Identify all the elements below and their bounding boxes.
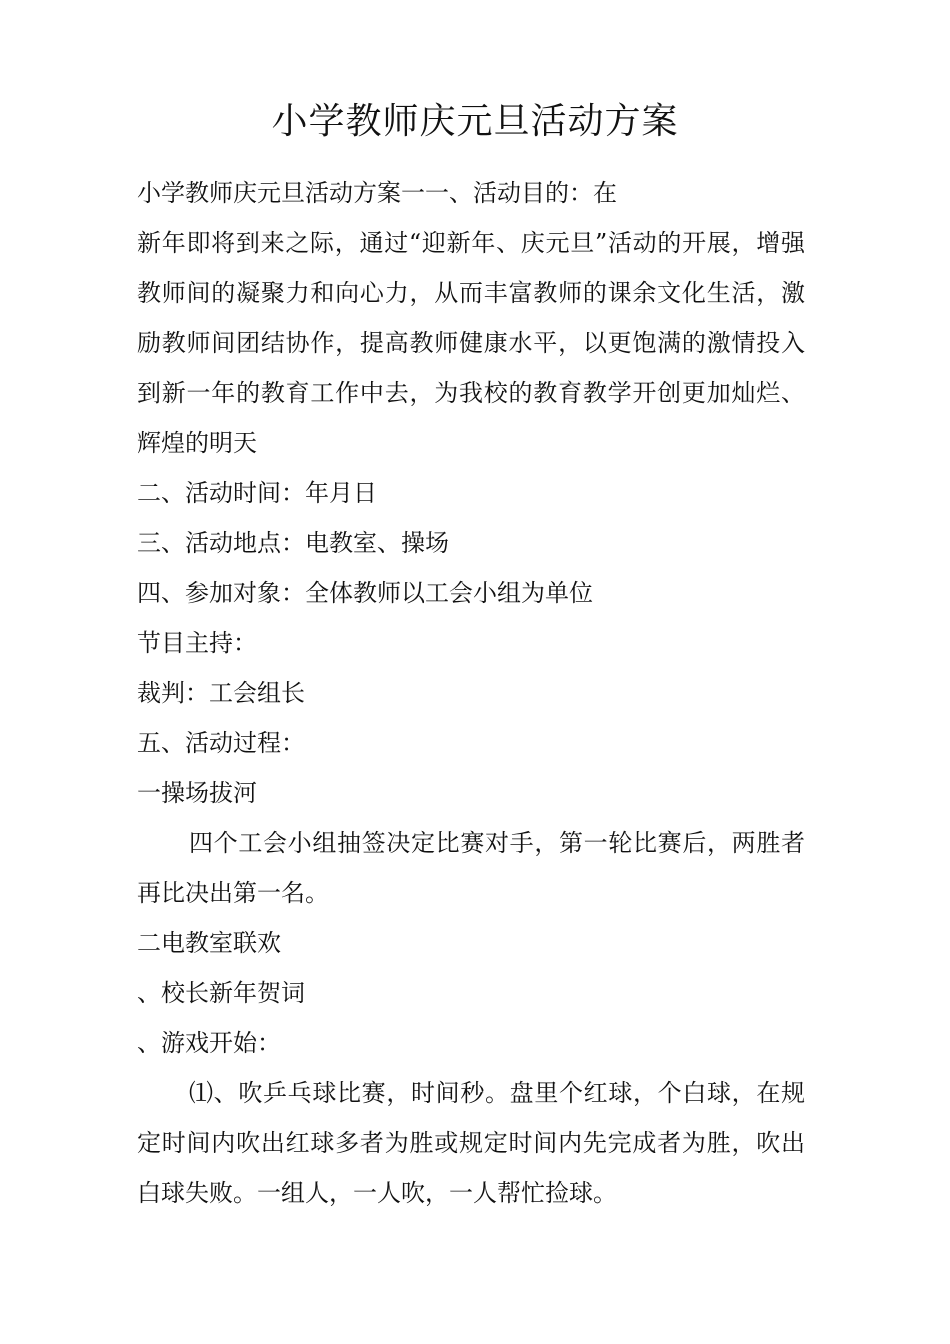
program-host: 节目主持： — [137, 629, 257, 657]
document-body — [137, 168, 805, 1218]
activity-time: 二、活动时间：年月日 — [137, 479, 377, 507]
judge: 裁判：工会组长 — [137, 679, 305, 707]
document-title: 小学教师庆元旦活动方案 — [271, 101, 679, 142]
tug-of-war-paragraph: 四个工会小组抽签决定比赛对手，第一轮比赛后，两胜者再比决出第一名。 — [137, 829, 805, 907]
party-heading: 二电教室联欢 — [137, 929, 281, 957]
activity-process-heading: 五、活动过程： — [137, 729, 305, 757]
intro-paragraph: 新年即将到来之际，通过“迎新年、庆元旦”活动的开展，增强教师间的凝聚力和向心力，从而丰富教师的课余文化生活，激励教师间团结协作，提高教师健康水平，以更饱满的激情投入到新一年的教育工作中去，为我校的教育教学开创更加灿烂、辉煌的明天 — [137, 229, 805, 457]
game-one-paragraph: ⑴、吹乒乓球比赛，时间秒。盘里个红球，个白球，在规定时间内吹出红球多者为胜或规定时间内先完成者为胜，吹出白球失败。一组人，一人吹，一人帮忙捡球。 — [137, 1079, 805, 1207]
intro-line: 小学教师庆元旦活动方案一一、活动目的：在 — [137, 179, 617, 207]
tug-of-war-heading: 一操场拔河 — [137, 779, 257, 807]
games-start: 、游戏开始： — [137, 1029, 281, 1057]
principal-speech: 、校长新年贺词 — [137, 979, 305, 1007]
activity-place: 三、活动地点：电教室、操场 — [137, 529, 449, 557]
activity-participants: 四、参加对象：全体教师以工会小组为单位 — [137, 579, 593, 607]
